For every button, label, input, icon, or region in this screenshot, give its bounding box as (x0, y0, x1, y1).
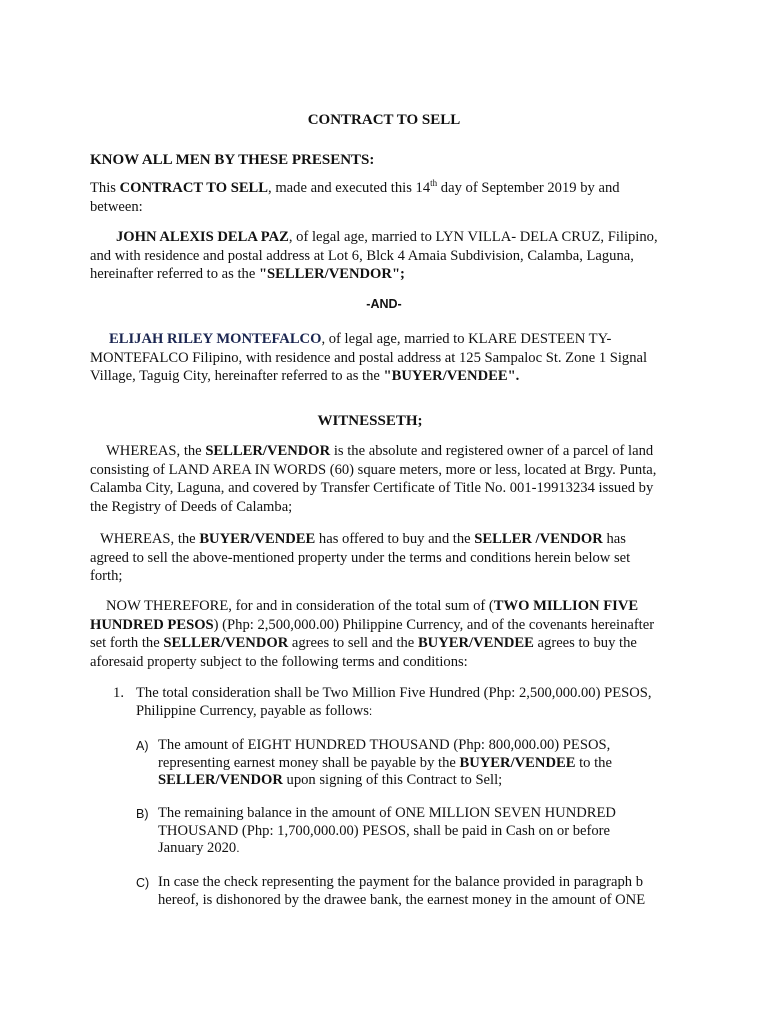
list-marker: B) (136, 807, 149, 821)
remaining-balance-text: The remaining balance in the amount of ONE MILLION SEVEN HUNDRED THOUSAND (Php: 1,700,000.00) PESOS, shall be paid in Cash on or before January 2020. (158, 805, 616, 856)
document-title: CONTRACT TO SELL (307, 112, 461, 128)
list-marker: A) (136, 739, 149, 753)
earnest-money-text: The amount of EIGHT HUNDRED THOUSAND (Php: 800,000.00) PESOS, representing earnest money shall be payable by the BUYER/VENDEE to the SELLER/VENDOR upon signing of this Contract to Sell; (158, 737, 612, 788)
seller-role: "SELLER/VENDOR"; (258, 266, 405, 283)
intro-heading: KNOW ALL MEN BY THESE PRESENTS: (90, 152, 375, 168)
list-marker: 1. (113, 685, 124, 701)
whereas-offer-paragraph: WHEREAS, the BUYER/VENDEE has offered to buy and the SELLER /VENDOR has agreed to sell the above-mentioned property under the terms and conditions herein below set forth; (90, 531, 631, 585)
dishonored-check-text: In case the check representing the payment for the balance provided in paragraph b hereof, is dishonored by the drawee bank, the earnest money in the amount of ONE (158, 874, 646, 908)
buyer-role: "BUYER/VENDEE". (383, 368, 520, 385)
seller-paragraph: JOHN ALEXIS DELA PAZ, of legal age, married to LYN VILLA- DELA CRUZ, Filipino, and with residence and postal address at Lot 6, Blck 4 Amaia Subdivision, Calamba, Laguna, hereinafter referred to as the "SELLER/VENDOR"; (90, 229, 658, 283)
and-separator: -AND- (366, 297, 402, 311)
whereas-owner-paragraph: WHEREAS, the SELLER/VENDOR is the absolute and registered owner of a parcel of land consisting of LAND AREA IN WORDS (60) square meters, more or less, located at Brgy. Punta, Calamba City, Laguna, and covered by Transfer Certificate of Title No. 001-19913234 issued by the Registry of Deeds of Calamba; (90, 443, 657, 515)
opening-paragraph: This CONTRACT TO SELL, made and executed this 14th day of September 2019 by and between: (90, 178, 620, 215)
buyer-name: ELIJAH RILEY MONTEFALCO (109, 331, 322, 347)
seller-name: JOHN ALEXIS DELA PAZ (116, 229, 289, 245)
payment-terms-text: The total consideration shall be Two Million Five Hundred (Php: 2,500,000.00) PESOS, Philippine Currency, payable as follows: (136, 685, 652, 719)
witnesseth-heading: WITNESSETH; (317, 413, 423, 429)
buyer-paragraph: ELIJAH RILEY MONTEFALCO, of legal age, married to KLARE DESTEEN TY-MONTEFALCO Filipino, with residence and postal address at 125 Sampaloc St. Zone 1 Signal Village, Taguig City, hereinafter referred to as the "BUYER/VENDEE". (90, 331, 648, 385)
now-therefore-paragraph: NOW THEREFORE, for and in consideration of the total sum of (TWO MILLION FIVE HUNDRED PESOS) (Php: 2,500,000.00) Philippine Currency, and of the covenants hereinafter set forth the SELLER/VENDOR agrees to sell and the BUYER/VENDEE agrees to buy the aforesaid property subject to the following terms and conditions: (90, 598, 655, 670)
list-marker: C) (136, 876, 150, 890)
